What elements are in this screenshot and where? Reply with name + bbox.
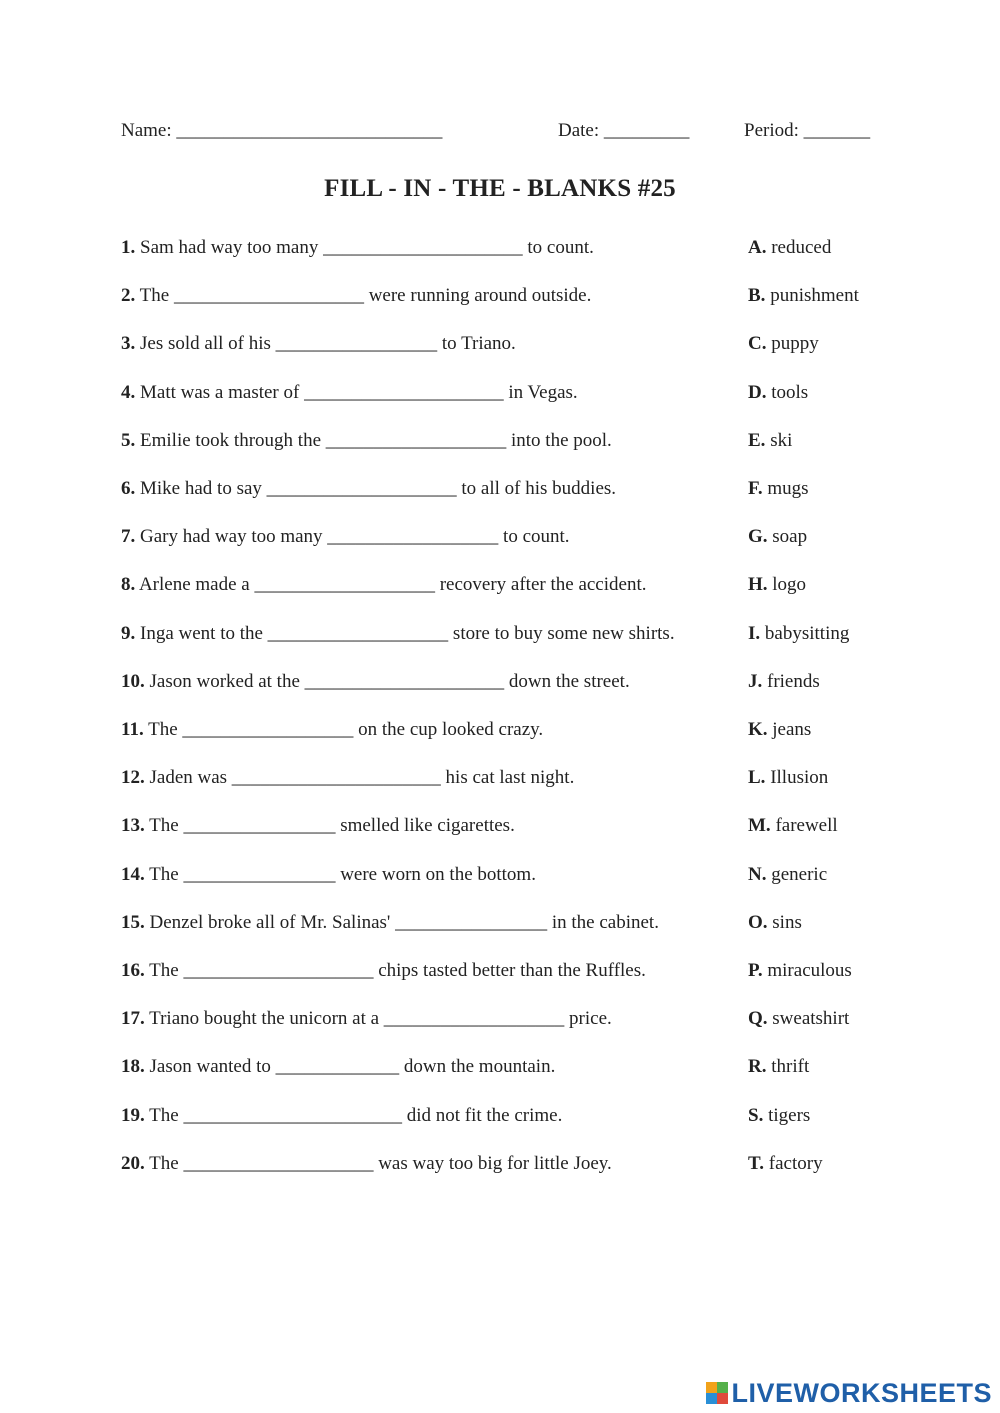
answer-letter: E. (748, 429, 766, 451)
question-text: The ____________________ chips tasted better than the Ruffles. (144, 960, 646, 981)
question-item (121, 477, 616, 501)
question-item (121, 1104, 562, 1128)
question-number: 19. (121, 1104, 145, 1126)
question-text: The _______________________ did not fit the crime. (144, 1104, 563, 1126)
question-number: 20. (121, 1152, 145, 1174)
question-number: 5. (121, 429, 136, 451)
question-text: Jaden was ______________________ his cat last night. (144, 767, 575, 789)
answer-option (748, 863, 827, 887)
answer-letter: F. (748, 478, 763, 499)
answer-option (748, 525, 807, 549)
answer-word: sins (767, 911, 802, 933)
question-text: Jason wanted to _____________ down the mountain. (144, 1056, 556, 1078)
question-number: 6. (121, 478, 136, 499)
worksheet-header (121, 120, 881, 148)
question-item (121, 766, 574, 790)
answer-word: soap (767, 526, 808, 548)
question-item (121, 1055, 555, 1079)
answer-letter: K. (748, 719, 768, 740)
question-number: 8. (121, 574, 136, 596)
answer-letter: T. (748, 1152, 765, 1174)
answer-letter: C. (748, 333, 767, 355)
answer-letter: I. (748, 622, 761, 644)
answer-option (748, 236, 831, 260)
period-field-label: Period: _______ (744, 120, 871, 141)
question-text: Jes sold all of his _________________ to Triano. (135, 333, 516, 355)
question-number: 15. (121, 911, 145, 933)
answer-option (748, 959, 852, 983)
question-text: The ____________________ were running around outside. (135, 285, 592, 307)
question-number: 12. (121, 767, 145, 789)
question-text: The ________________ were worn on the bottom. (144, 863, 536, 885)
answer-option (748, 429, 792, 453)
question-item (121, 1152, 612, 1176)
answer-option (748, 381, 808, 405)
liveworksheets-logo (706, 1379, 992, 1407)
answer-option (748, 670, 820, 694)
answer-letter: Q. (748, 1008, 768, 1030)
answer-word: tigers (763, 1104, 811, 1126)
answer-option (748, 622, 849, 646)
question-text: Denzel broke all of Mr. Salinas' ________________ in the cabinet. (144, 911, 659, 933)
question-item (121, 718, 543, 742)
question-number: 14. (121, 863, 145, 885)
question-text: Triano bought the unicorn at a ___________________ price. (144, 1008, 612, 1030)
answer-option (748, 1104, 810, 1128)
question-number: 10. (121, 670, 145, 692)
answer-word: tools (766, 381, 809, 403)
answer-option (748, 814, 838, 838)
question-item (121, 959, 646, 983)
answer-word: ski (765, 429, 793, 451)
answer-option (748, 718, 811, 742)
answer-word: babysitting (760, 622, 850, 644)
question-number: 4. (121, 381, 136, 403)
question-text: Gary had way too many __________________ to count. (135, 526, 570, 548)
question-number: 2. (121, 285, 136, 307)
answer-word: farewell (770, 815, 838, 837)
question-item (121, 284, 591, 308)
question-item (121, 1007, 612, 1031)
question-text: Inga went to the ___________________ store to buy some new shirts. (135, 622, 675, 644)
answer-letter: D. (748, 381, 767, 403)
question-item (121, 622, 675, 646)
answer-option (748, 477, 809, 501)
question-text: Arlene made a ___________________ recovery after the accident. (135, 574, 647, 596)
answer-letter: J. (748, 670, 763, 692)
question-item (121, 911, 659, 935)
logo-text: LIVEWORKSHEETS (731, 1377, 992, 1408)
answer-word: puppy (766, 333, 819, 355)
answer-word: punishment (765, 285, 859, 307)
question-number: 13. (121, 815, 145, 837)
question-item (121, 863, 536, 887)
question-item (121, 429, 612, 453)
answer-letter: N. (748, 863, 767, 885)
answer-letter: O. (748, 911, 768, 933)
answer-word: miraculous (762, 960, 852, 981)
answer-letter: A. (748, 237, 767, 258)
question-number: 11. (121, 719, 144, 740)
answer-letter: L. (748, 767, 766, 789)
answer-word: mugs (762, 478, 809, 499)
question-number: 17. (121, 1008, 145, 1030)
question-number: 9. (121, 622, 136, 644)
answer-letter: H. (748, 574, 768, 596)
answer-word: factory (764, 1152, 823, 1174)
answer-letter: P. (748, 960, 763, 981)
question-text: Matt was a master of _____________________ in Vegas. (135, 381, 578, 403)
question-item (121, 236, 594, 260)
liveworksheets-icon (706, 1382, 728, 1404)
answer-option (748, 911, 802, 935)
answer-option (748, 573, 806, 597)
date-field-label: Date: _________ (558, 120, 690, 141)
question-item (121, 670, 630, 694)
question-number: 18. (121, 1056, 145, 1078)
answer-letter: B. (748, 285, 766, 307)
question-text: Jason worked at the _____________________ down the street. (144, 670, 630, 692)
question-item (121, 573, 646, 597)
question-text: The __________________ on the cup looked crazy. (143, 719, 544, 740)
answer-option (748, 332, 819, 356)
question-number: 16. (121, 960, 145, 981)
question-item (121, 332, 516, 356)
answer-option (748, 1152, 823, 1176)
answer-word: Illusion (765, 767, 829, 789)
answer-option (748, 1055, 809, 1079)
answer-letter: R. (748, 1056, 767, 1078)
question-text: The ________________ smelled like cigarettes. (144, 815, 515, 837)
question-number: 3. (121, 333, 136, 355)
answer-word: thrift (766, 1056, 810, 1078)
question-item (121, 525, 570, 549)
name-field-label: Name: ____________________________ (121, 120, 443, 141)
question-number: 7. (121, 526, 136, 548)
answer-word: logo (767, 574, 807, 596)
question-number: 1. (121, 237, 136, 258)
answer-option (748, 284, 859, 308)
question-text: Sam had way too many _____________________ to count. (135, 237, 594, 258)
question-text: Mike had to say ____________________ to all of his buddies. (135, 478, 617, 499)
answer-word: sweatshirt (767, 1008, 850, 1030)
answer-letter: G. (748, 526, 768, 548)
worksheet-title: FILL - IN - THE - BLANKS #25 (324, 175, 676, 202)
question-text: The ____________________ was way too big for little Joey. (144, 1152, 612, 1174)
answer-option (748, 766, 828, 790)
answer-word: friends (762, 670, 820, 692)
answer-letter: S. (748, 1104, 764, 1126)
answer-word: jeans (767, 719, 812, 740)
answer-word: generic (766, 863, 828, 885)
answer-option (748, 1007, 849, 1031)
question-item (121, 381, 578, 405)
question-text: Emilie took through the ___________________ into the pool. (135, 429, 612, 451)
question-item (121, 814, 515, 838)
answer-letter: M. (748, 815, 771, 837)
answer-word: reduced (766, 237, 832, 258)
